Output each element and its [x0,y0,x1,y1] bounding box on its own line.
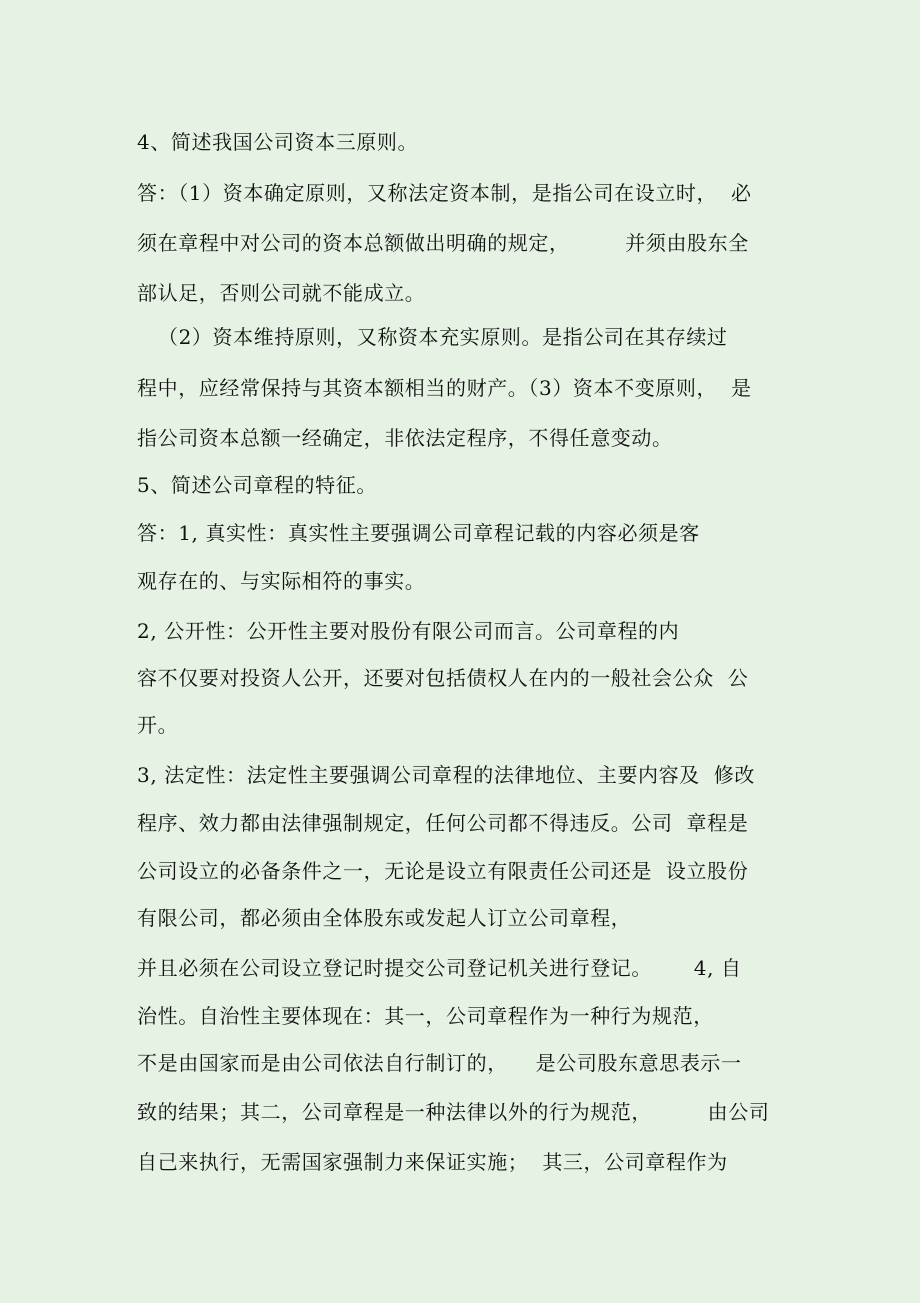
answer-5-line-12: 不是由国家而是由公司依法自行制订的， 是公司股东意思表示一 [137,1051,742,1075]
answer-5-line-1: 答：1, 真实性：真实性主要强调公司章程记载的内容必须是客 [137,521,700,545]
answer-5-line-2: 观存在的、与实际相符的事实。 [137,569,426,593]
answer-5-line-13: 致的结果；其二，公司章程是一种法律以外的行为规范， 由公司 [137,1100,770,1124]
answer-4-line-4: （2）资本维持原则，又称资本充实原则。是指公司在其存续过 [158,325,728,349]
answer-5-line-3: 2, 公开性：公开性主要对股份有限公司而言。公司章程的内 [137,619,680,643]
answer-5-line-8: 公司设立的必备条件之一，无论是设立有限责任公司还是 设立股份 [137,859,749,883]
answer-5-line-6: 3, 法定性：法定性主要强调公司章程的法律地位、主要内容及 修改 [137,763,755,787]
answer-5-line-11: 治性。自治性主要体现在：其一，公司章程作为一种行为规范， [137,1004,714,1028]
answer-5-line-4: 容不仅要对投资人公开，还要对包括债权人在内的一般社会公众 公 [137,666,749,690]
answer-5-line-7: 程序、效力都由法律强制规定，任何公司都不得违反。公司 章程是 [137,811,749,835]
answer-5-line-9: 有限公司，都必须由全体股东或发起人订立公司章程， [137,906,632,930]
question-5-heading: 5、简述公司章程的特征。 [137,473,377,497]
answer-5-line-14: 自己来执行，无需国家强制力来保证实施； 其三，公司章程作为 [137,1150,728,1174]
answer-5-line-5: 开。 [137,713,179,737]
answer-4-line-6: 指公司资本总额一经确定，非依法定程序，不得任意变动。 [137,426,673,450]
question-4-heading: 4、简述我国公司资本三原则。 [137,130,419,154]
answer-4-line-1: 答：（1）资本确定原则，又称法定资本制，是指公司在设立时， 必 [137,181,752,205]
answer-5-line-10: 并且必须在公司设立登记时提交公司登记机关进行登记。 4, 自 [137,956,742,980]
answer-4-line-2: 须在章程中对公司的资本总额做出明确的规定， 并须由股东全 [137,231,749,255]
answer-4-line-5: 程中，应经常保持与其资本额相当的财产。（3）资本不变原则， 是 [137,376,752,400]
answer-4-line-3: 部认足，否则公司就不能成立。 [137,281,426,305]
